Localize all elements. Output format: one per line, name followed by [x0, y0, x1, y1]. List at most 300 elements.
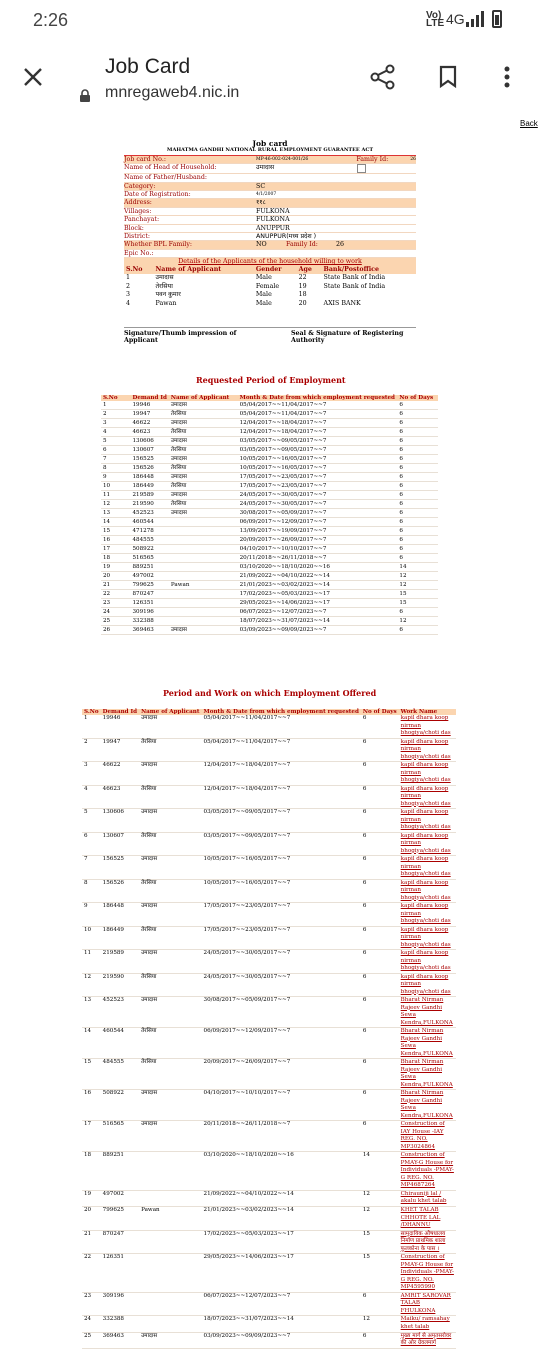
table-cell	[169, 599, 238, 608]
table-cell: 156525	[101, 856, 139, 880]
work-name-link[interactable]: kapil dhara koop nirman bhogiya/choti das	[399, 950, 456, 974]
table-cell: 9	[101, 473, 130, 482]
table-cell: 17/05/2017~~23/05/2017~~7	[202, 903, 361, 927]
table-cell: 219589	[101, 950, 139, 974]
table-cell: तेरसिया	[169, 500, 238, 509]
table-cell: 2	[82, 738, 101, 762]
table-cell: 20	[101, 572, 130, 581]
table-cell: 6	[82, 832, 101, 856]
table-row	[82, 809, 456, 833]
table-cell: 5	[82, 809, 101, 833]
table-cell: 6	[101, 446, 130, 455]
table-row	[82, 950, 456, 974]
table-cell: उमादास	[139, 950, 201, 974]
applicant-cell: Male	[255, 300, 272, 308]
work-name-link[interactable]: Maiku/ ramsahay khet talab	[399, 1316, 456, 1333]
table-cell: 19	[82, 1190, 101, 1207]
column-header: Name of Applicant	[169, 395, 238, 401]
table-cell: 19947	[101, 738, 139, 762]
table-cell: 12	[361, 1190, 399, 1207]
table-cell: 8	[101, 464, 130, 473]
table-cell: 23	[82, 1292, 101, 1316]
work-name-link[interactable]: kapil dhara koop nirman bhogiya/choti das	[399, 785, 456, 809]
work-name-link[interactable]: kapil dhara koop nirman bhogiya/choti das	[399, 832, 456, 856]
table-row	[101, 545, 438, 554]
work-name-link[interactable]: kapil dhara koop nirman bhogiya/choti das	[399, 715, 456, 738]
table-row	[82, 926, 456, 950]
table-cell: 46622	[130, 419, 168, 428]
table-row	[82, 715, 456, 738]
table-cell	[169, 563, 238, 572]
work-name-link[interactable]: kapil dhara koop nirman bhogiya/choti das	[399, 809, 456, 833]
table-cell: 10/05/2017~~16/05/2017~~7	[202, 879, 361, 903]
table-row	[82, 1028, 456, 1059]
table-cell: तेरसिया	[169, 464, 238, 473]
column-header: S.No	[101, 395, 130, 401]
applicant-row	[124, 274, 416, 283]
table-cell: 11	[82, 950, 101, 974]
table-cell: 21	[82, 1230, 101, 1254]
table-cell: 25	[82, 1332, 101, 1349]
table-cell: उमादास	[139, 715, 201, 738]
table-cell: 10	[101, 482, 130, 491]
father-row: Name of Father/Husband:	[124, 174, 416, 182]
applicant-header: S.No	[126, 265, 143, 273]
column-header: Demand Id	[102, 709, 138, 715]
table-cell: 156525	[130, 455, 168, 464]
table-row	[82, 903, 456, 927]
table-cell: 17/02/2023~~05/03/2023~~17	[202, 1230, 361, 1254]
table-cell: 6	[361, 1090, 399, 1121]
table-cell	[169, 545, 238, 554]
table-cell: तेरसिया	[139, 832, 201, 856]
table-cell: 4	[101, 428, 130, 437]
table-cell: 186449	[130, 482, 168, 491]
table-cell: 17	[82, 1121, 101, 1152]
close-icon[interactable]	[22, 66, 44, 88]
table-cell: 15	[101, 527, 130, 536]
villages-row: Villages: FULKONA	[124, 208, 416, 216]
table-cell: 12	[361, 1207, 399, 1231]
table-cell: 369463	[101, 1332, 139, 1349]
table-row	[82, 1059, 456, 1090]
table-row	[101, 617, 438, 626]
table-cell: 6	[397, 446, 438, 455]
applicant-header: Gender	[255, 265, 282, 273]
table-row	[82, 785, 456, 809]
table-cell: 2	[101, 410, 130, 419]
table-cell: 10	[82, 926, 101, 950]
table-cell: 29/05/2023~~14/06/2023~~17	[202, 1254, 361, 1293]
table-cell: 21/01/2023~~03/02/2023~~14	[238, 581, 398, 590]
table-cell: 12	[361, 1316, 399, 1333]
work-name-link[interactable]: kapil dhara koop nirman bhogiya/choti das	[399, 879, 456, 903]
table-cell: 12	[397, 581, 438, 590]
more-options-icon[interactable]	[503, 65, 511, 89]
table-cell: 484555	[130, 536, 168, 545]
work-name-link[interactable]: मुख्य मार्ग से अमृतसरोवर की ओर ग्रेवलमार्ग	[399, 1332, 456, 1349]
table-cell: उमादास	[139, 1332, 201, 1349]
applicant-cell: Pawan	[155, 300, 177, 308]
table-cell: 18	[101, 554, 130, 563]
table-cell: 03/05/2017~~09/05/2017~~7	[202, 809, 361, 833]
table-cell: 130607	[101, 832, 139, 856]
table-row	[82, 1190, 456, 1207]
work-name-link[interactable]: AMRIT SAROVAR TALAB FHULKONA	[399, 1292, 456, 1316]
table-cell: 03/09/2023~~09/09/2023~~7	[202, 1332, 361, 1349]
table-cell: 6	[397, 536, 438, 545]
applicant-cell: 4	[126, 300, 131, 308]
table-cell: 219590	[130, 500, 168, 509]
table-row	[101, 572, 438, 581]
table-cell	[139, 1316, 201, 1333]
table-row	[82, 1152, 456, 1191]
table-row	[101, 500, 438, 509]
column-header: Name of Applicant	[139, 709, 201, 715]
table-cell: 46622	[101, 762, 139, 786]
table-cell: 14	[397, 563, 438, 572]
table-cell: 23	[101, 599, 130, 608]
table-cell: Pawan	[169, 581, 238, 590]
table-row	[82, 1230, 456, 1254]
table-cell	[139, 1230, 201, 1254]
table-cell: 5	[101, 437, 130, 446]
table-row	[101, 401, 438, 410]
table-cell: 219589	[130, 491, 168, 500]
table-cell: 14	[101, 518, 130, 527]
table-cell: 309196	[130, 608, 168, 617]
table-cell: 19946	[130, 401, 168, 410]
column-header: S.No	[84, 709, 99, 715]
table-cell: 24	[101, 608, 130, 617]
share-icon[interactable]	[370, 64, 396, 90]
table-cell: 497002	[101, 1190, 139, 1207]
requested-title: Requested Period of Employment	[196, 375, 346, 385]
table-cell: 10/05/2017~~16/05/2017~~7	[202, 856, 361, 880]
table-row	[101, 428, 438, 437]
table-cell: 130606	[101, 809, 139, 833]
applicant-cell: Female	[255, 282, 280, 290]
table-cell: 24/05/2017~~30/05/2017~~7	[202, 973, 361, 997]
work-name-link[interactable]: Bharat Nirman Rajeev Gandhi Sewa Kendra,FULKONA	[399, 1090, 456, 1121]
table-cell: 17/05/2017~~23/05/2017~~7	[202, 926, 361, 950]
table-cell: तेरसिया	[139, 785, 201, 809]
table-row	[82, 1121, 456, 1152]
table-cell	[169, 617, 238, 626]
table-cell: 516565	[101, 1121, 139, 1152]
table-cell: 8	[82, 879, 101, 903]
applicant-header: Bank/Postoffice	[323, 265, 379, 273]
table-row	[82, 879, 456, 903]
table-cell: 20/11/2018~~26/11/2018~~7	[238, 554, 398, 563]
applicant-cell: State Bank of India	[323, 274, 386, 282]
table-cell: 04/10/2017~~10/10/2017~~7	[202, 1090, 361, 1121]
table-cell: 130606	[130, 437, 168, 446]
table-cell: उमादास	[139, 762, 201, 786]
table-cell: 12/04/2017~~18/04/2017~~7	[238, 428, 398, 437]
column-header: No of Days	[397, 395, 438, 401]
table-cell: 452523	[101, 997, 139, 1028]
table-row	[101, 527, 438, 536]
table-cell: 6	[361, 762, 399, 786]
table-cell: 6	[397, 410, 438, 419]
job-card-no-row: Job card No.: MP-46-002-024-001/26 Family Id: 26	[124, 155, 416, 163]
applicant-cell: 20	[298, 300, 307, 308]
applicants-table	[124, 266, 416, 309]
table-cell: 15	[397, 590, 438, 599]
table-row	[82, 762, 456, 786]
table-cell: 46623	[130, 428, 168, 437]
table-row	[101, 410, 438, 419]
table-cell: 6	[361, 879, 399, 903]
table-cell: 06/07/2023~~12/07/2023~~7	[202, 1292, 361, 1316]
table-cell: 03/10/2020~~18/10/2020~~16	[238, 563, 398, 572]
table-cell: 460544	[130, 518, 168, 527]
table-cell: 6	[397, 554, 438, 563]
work-name-link[interactable]: Construction of IAY House -IAY REG. NO. MP3024864	[399, 1121, 456, 1152]
table-cell: 13/09/2017~~19/09/2017~~7	[238, 527, 398, 536]
work-name-link[interactable]: kapil dhara koop nirman bhogiya/choti das	[399, 738, 456, 762]
work-name-link[interactable]: Bharat Nirman Rajeev Gandhi Sewa Kendra,FULKONA	[399, 1028, 456, 1059]
table-cell: 6	[397, 500, 438, 509]
category-row: Category: SC	[124, 183, 416, 191]
work-name-link[interactable]: Bharat Nirman Rajeev Gandhi Sewa Kendra,FULKONA	[399, 1059, 456, 1090]
table-cell: 6	[397, 509, 438, 518]
table-row	[101, 464, 438, 473]
volte-icon: Vo) LTE	[426, 10, 445, 29]
table-cell: Pawan	[139, 1207, 201, 1231]
applicant-cell: 18	[298, 291, 307, 299]
table-cell: तेरसिया	[139, 738, 201, 762]
table-cell: 12/04/2017~~18/04/2017~~7	[202, 785, 361, 809]
table-cell: 130607	[130, 446, 168, 455]
table-cell: 6	[397, 545, 438, 554]
block-row: Block: ANUPPUR	[124, 225, 416, 233]
table-cell: उमादास	[169, 419, 238, 428]
table-cell: तेरसिया	[139, 973, 201, 997]
column-header: Demand Id	[132, 395, 167, 401]
clock: 2:26	[33, 10, 69, 30]
table-cell	[169, 536, 238, 545]
table-cell: उमादास	[139, 856, 201, 880]
table-cell: 10/05/2017~~16/05/2017~~7	[238, 455, 398, 464]
applicants-title: Details of the Applicants of the household willing to work	[124, 258, 416, 265]
requested-table	[101, 395, 438, 635]
table-row	[101, 581, 438, 590]
table-cell: 46623	[101, 785, 139, 809]
table-cell: 186448	[101, 903, 139, 927]
table-row	[82, 973, 456, 997]
work-name-link[interactable]: kapil dhara koop nirman bhogiya/choti das	[399, 762, 456, 786]
table-cell: 6	[361, 715, 399, 738]
table-cell: 508922	[101, 1090, 139, 1121]
table-cell: उमादास	[139, 997, 201, 1028]
table-cell: 16	[82, 1090, 101, 1121]
work-name-link[interactable]: kapil dhara koop nirman bhogiya/choti das	[399, 973, 456, 997]
table-cell: 12	[397, 572, 438, 581]
table-cell: तेरसिया	[139, 1059, 201, 1090]
table-cell: 6	[397, 464, 438, 473]
table-cell: 799625	[130, 581, 168, 590]
table-cell: 03/05/2017~~09/05/2017~~7	[238, 437, 398, 446]
custom-tab-toolbar	[0, 42, 540, 114]
column-header: No of Days	[362, 709, 397, 715]
signature-label: Signature/Thumb impression of Applicant	[124, 329, 237, 344]
reg-date-row: Date of Registration: 4/1/2007	[124, 191, 416, 199]
signature-row	[124, 327, 416, 344]
work-name-link[interactable]: सामुदायिक औषधालय निर्माण प्राथमिक शाला फुलकोना के पास ।	[399, 1230, 456, 1254]
table-cell: 6	[361, 1121, 399, 1152]
table-cell: 6	[361, 1332, 399, 1349]
table-cell: 21	[101, 581, 130, 590]
bpl-row: Whether BPL Family: NO Family Id: 26	[124, 241, 416, 249]
table-cell: 6	[361, 1292, 399, 1316]
work-name-link[interactable]: Construction of PMAY-G House for Individuals -PMAY-G REG. NO. MP4595990	[399, 1254, 456, 1293]
table-cell: 186448	[130, 473, 168, 482]
table-cell: 471278	[130, 527, 168, 536]
table-row	[82, 1254, 456, 1293]
table-cell: उमादास	[169, 437, 238, 446]
table-cell: 6	[397, 428, 438, 437]
table-cell: 30/08/2017~~05/09/2017~~7	[238, 509, 398, 518]
work-name-link[interactable]: Bharat Nirman Rajeev Gandhi Sewa Kendra,FULKONA	[399, 997, 456, 1028]
table-cell: 186449	[101, 926, 139, 950]
table-cell: 03/05/2017~~09/05/2017~~7	[238, 446, 398, 455]
table-cell: 18	[82, 1152, 101, 1191]
work-name-link[interactable]: kapil dhara koop nirman bhogiya/choti das	[399, 903, 456, 927]
status-bar	[0, 0, 540, 42]
table-cell: 7	[82, 856, 101, 880]
table-cell: 12	[101, 500, 130, 509]
applicant-cell	[322, 291, 416, 300]
table-cell: 12	[397, 617, 438, 626]
table-cell: 25	[101, 617, 130, 626]
table-row	[82, 1090, 456, 1121]
table-cell: 14	[361, 1152, 399, 1191]
offered-table	[82, 709, 456, 1349]
table-cell: 4	[82, 785, 101, 809]
applicant-cell: उमादास	[155, 274, 174, 282]
table-cell: 22	[101, 590, 130, 599]
table-cell: 03/05/2017~~09/05/2017~~7	[202, 832, 361, 856]
table-cell: 6	[397, 473, 438, 482]
table-row	[101, 473, 438, 482]
table-cell: उमादास	[139, 1090, 201, 1121]
job-card	[124, 140, 416, 344]
table-cell: 332388	[101, 1316, 139, 1333]
table-cell: 1	[82, 715, 101, 738]
table-row	[82, 856, 456, 880]
table-row	[101, 419, 438, 428]
applicant-cell: State Bank of India	[323, 282, 386, 290]
table-cell: तेरसिया	[169, 428, 238, 437]
table-cell: 20/09/2017~~26/09/2017~~7	[238, 536, 398, 545]
applicant-cell: Male	[255, 291, 272, 299]
table-cell: उमादास	[139, 903, 201, 927]
url-text[interactable]: mnregaweb4.nic.in	[105, 84, 240, 101]
table-cell: 497002	[130, 572, 168, 581]
table-cell: 21/09/2022~~04/10/2022~~14	[238, 572, 398, 581]
work-name-link[interactable]: Construction of PMAY-G House for Individuals -PMAY-G REG. NO. MP4687264	[399, 1152, 456, 1191]
table-cell: 24	[82, 1316, 101, 1333]
table-cell: 17	[101, 545, 130, 554]
table-cell: 18/07/2023~~31/07/2023~~14	[202, 1316, 361, 1333]
table-cell: 126351	[130, 599, 168, 608]
table-cell: 10/05/2017~~16/05/2017~~7	[238, 464, 398, 473]
table-cell: उमादास	[169, 509, 238, 518]
table-cell	[169, 554, 238, 563]
table-row	[82, 1292, 456, 1316]
table-cell: 6	[361, 973, 399, 997]
table-cell: 12/04/2017~~18/04/2017~~7	[238, 419, 398, 428]
table-cell: तेरसिया	[139, 926, 201, 950]
table-cell: 332388	[130, 617, 168, 626]
table-cell: 03/10/2020~~18/10/2020~~16	[202, 1152, 361, 1191]
column-header: Work Name	[399, 709, 456, 715]
table-row	[101, 491, 438, 500]
table-cell: 16	[101, 536, 130, 545]
table-cell: 17/05/2017~~23/05/2017~~7	[238, 482, 398, 491]
table-cell: 6	[361, 856, 399, 880]
table-cell: 05/04/2017~~11/04/2017~~7	[238, 401, 398, 410]
table-cell: 3	[101, 419, 130, 428]
table-cell: 309196	[101, 1292, 139, 1316]
table-cell: 22	[82, 1254, 101, 1293]
work-name-link[interactable]: KHET TALAB CHHOTE LAL /DHANNU	[399, 1207, 456, 1231]
table-cell	[139, 1254, 201, 1293]
table-row	[101, 563, 438, 572]
table-cell: 6	[397, 401, 438, 410]
table-row	[101, 590, 438, 599]
applicant-cell: तेरसिया	[155, 282, 173, 290]
work-name-link[interactable]: kapil dhara koop nirman bhogiya/choti das	[399, 856, 456, 880]
work-name-link[interactable]: kapil dhara koop nirman bhogiya/choti das	[399, 926, 456, 950]
table-cell	[139, 1152, 201, 1191]
table-cell: उमादास	[169, 401, 238, 410]
table-cell: उमादास	[139, 1121, 201, 1152]
table-cell: 3	[82, 762, 101, 786]
table-row	[101, 518, 438, 527]
table-row	[101, 536, 438, 545]
table-cell: 17/02/2023~~05/03/2023~~17	[238, 590, 398, 599]
table-cell: उमादास	[169, 491, 238, 500]
table-cell	[169, 572, 238, 581]
table-cell: 870247	[101, 1230, 139, 1254]
table-cell: 06/09/2017~~12/09/2017~~7	[238, 518, 398, 527]
table-cell: 6	[361, 1028, 399, 1059]
table-row	[101, 455, 438, 464]
bookmark-icon[interactable]	[438, 65, 458, 89]
offered-title: Period and Work on which Employment Offered	[163, 688, 377, 698]
table-cell: 29/05/2023~~14/06/2023~~17	[238, 599, 398, 608]
table-cell: 889251	[130, 563, 168, 572]
act-name: MAHATMA GANDHI NATIONAL RURAL EMPLOYMENT GUARANTEE ACT	[124, 147, 416, 155]
table-cell: 6	[361, 903, 399, 927]
table-cell: तेरसिया	[139, 879, 201, 903]
table-cell: उमादास	[169, 473, 238, 482]
work-name-link[interactable]: Chirauniji lal / akalu khet talab	[399, 1190, 456, 1207]
table-row	[82, 1207, 456, 1231]
lock-icon[interactable]	[80, 90, 90, 102]
table-cell: 06/09/2017~~12/09/2017~~7	[202, 1028, 361, 1059]
table-cell: 6	[361, 785, 399, 809]
table-cell: 03/09/2023~~09/09/2023~~7	[238, 626, 398, 635]
table-cell: 126351	[101, 1254, 139, 1293]
table-cell: 6	[397, 455, 438, 464]
address-row: Address: ११८	[124, 199, 416, 207]
table-cell: 870247	[130, 590, 168, 599]
back-link[interactable]: Back	[520, 119, 538, 128]
